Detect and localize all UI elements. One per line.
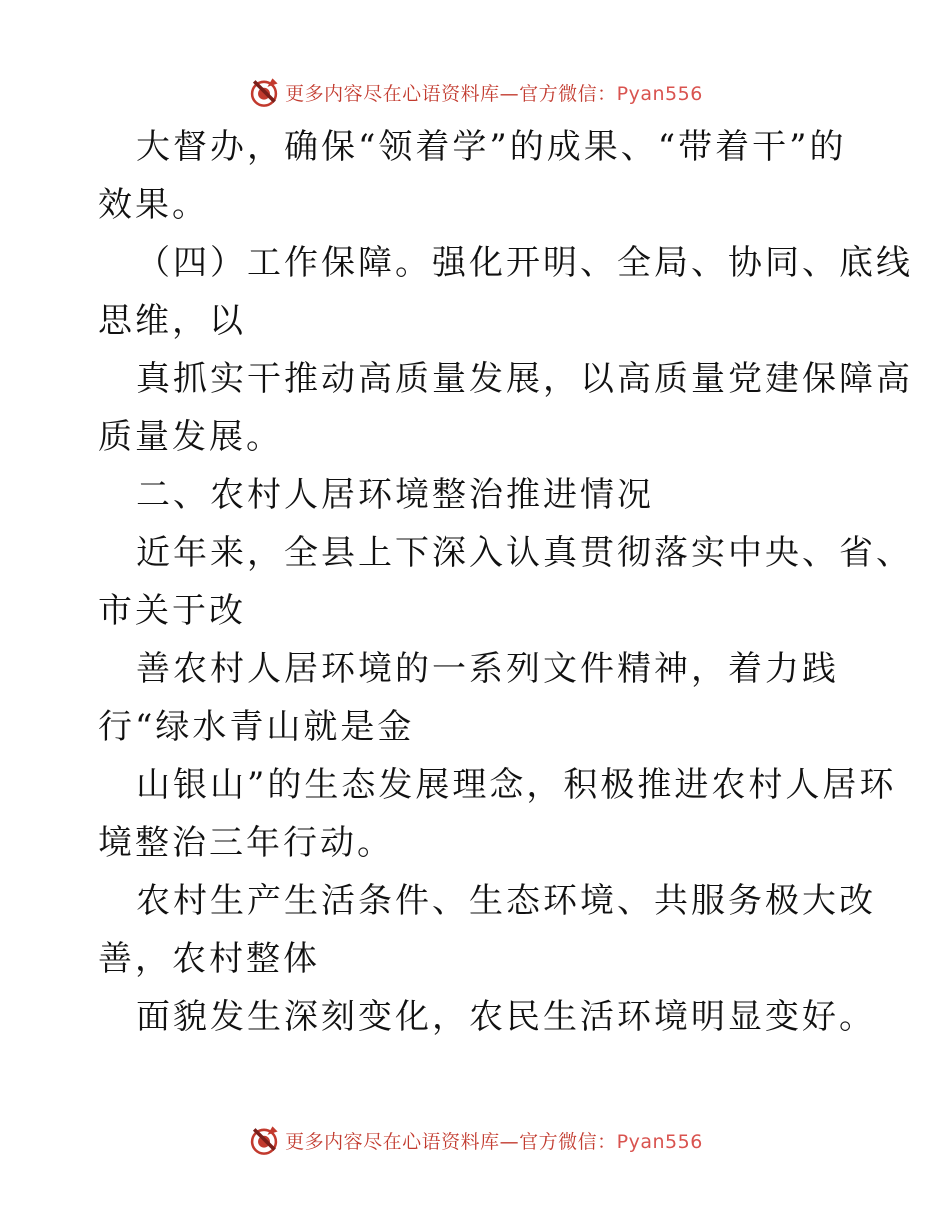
- paragraph-line: 农村生产生活条件、生态环境、共服务极大改: [136, 881, 876, 921]
- paragraph-line: （四）工作保障。强化开明、全局、协同、底线: [136, 243, 913, 283]
- watermark-wechat-id: Pyan556: [616, 1130, 703, 1153]
- watermark-text: 更多内容尽在心语资料库—官方微信：Pyan556: [285, 1130, 703, 1153]
- paragraph-line: 近年来，全县上下深入认真贯彻落实中央、省、: [136, 533, 913, 573]
- paragraph-line: 境整治三年行动。: [98, 823, 394, 863]
- paragraph-line: 行“绿水青山就是金: [98, 707, 415, 747]
- paragraph-line: 面貌发生深刻变化，农民生活环境明显变好。: [136, 997, 876, 1037]
- watermark-text: 更多内容尽在心语资料库—官方微信：Pyan556: [285, 82, 703, 105]
- section-heading: 二、农村人居环境整治推进情况: [136, 475, 654, 515]
- pen-logo-icon: [247, 75, 281, 109]
- paragraph-line: 大督办，确保“领着学”的成果、“带着干”的: [136, 127, 847, 167]
- paragraph-line: 效果。: [98, 185, 209, 225]
- header-watermark: [0, 72, 950, 112]
- footer-watermark: [0, 1120, 950, 1160]
- watermark-wechat-id: Pyan556: [616, 82, 703, 105]
- paragraph-line: 思维，以: [98, 301, 246, 341]
- paragraph-line: 真抓实干推动高质量发展，以高质量党建保障高: [136, 359, 913, 399]
- pen-logo-icon: [247, 1123, 281, 1157]
- paragraph-line: 善，农村整体: [98, 939, 320, 979]
- paragraph-line: 山银山”的生态发展理念，积极推进农村人居环: [136, 765, 897, 805]
- paragraph-line: 善农村人居环境的一系列文件精神，着力践: [136, 649, 839, 689]
- paragraph-line: 质量发展。: [98, 417, 283, 457]
- paragraph-line: 市关于改: [98, 591, 246, 631]
